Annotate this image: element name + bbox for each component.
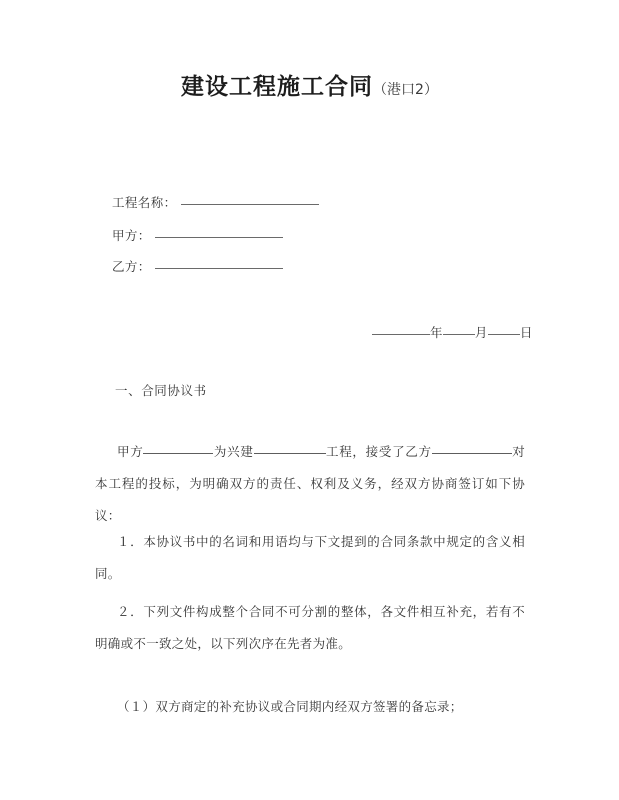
paragraph-intro-blank-project[interactable] bbox=[254, 442, 326, 454]
field-project-name bbox=[112, 192, 319, 211]
paragraph-intro-seg4: 对本工程的投标，为明确双方的责任、权利及义务，经双方协商签订如下协议： bbox=[95, 444, 525, 523]
field-party-b-label: 乙方： bbox=[112, 259, 151, 274]
field-project-name-blank[interactable] bbox=[181, 192, 319, 205]
section-heading-contract-agreement: 一、合同协议书 bbox=[115, 383, 207, 398]
paragraph-clause-1 bbox=[95, 526, 525, 590]
date-day-unit: 日 bbox=[519, 325, 533, 340]
date-year-blank[interactable] bbox=[372, 322, 430, 335]
field-party-b-blank[interactable] bbox=[155, 256, 283, 269]
field-project-name-label: 工程名称： bbox=[112, 195, 177, 210]
field-party-a-blank[interactable] bbox=[155, 225, 283, 238]
paragraph-intro-seg3: 工程，接受了乙方 bbox=[325, 444, 432, 459]
field-party-a bbox=[112, 225, 283, 244]
date-month-blank[interactable] bbox=[443, 322, 475, 335]
field-party-b bbox=[112, 256, 283, 275]
field-party-a-label: 甲方： bbox=[112, 228, 151, 243]
page-title bbox=[0, 68, 619, 101]
paragraph-clause-1-text: １．本协议书中的名词和用语均与下文提到的合同条款中规定的含义相同。 bbox=[95, 534, 525, 581]
signature-date-line bbox=[372, 322, 533, 341]
paragraph-intro-seg1: 甲方 bbox=[117, 444, 144, 459]
page-title-main: 建设工程施工合同 bbox=[181, 74, 374, 100]
paragraph-clause-2-item-1-text: （１）双方商定的补充协议或合同期内经双方签署的备忘录； bbox=[117, 699, 463, 714]
paragraph-clause-2-item-1 bbox=[95, 691, 525, 723]
paragraph-intro-blank-party-b[interactable] bbox=[432, 442, 512, 454]
paragraph-intro bbox=[95, 436, 525, 532]
paragraph-intro-seg2: 为兴建 bbox=[213, 444, 254, 459]
paragraph-clause-2-text: ２．下列文件构成整个合同不可分割的整体，各文件相互补充，若有不明确或不一致之处，以下列次序在先者为准。 bbox=[95, 604, 525, 651]
date-day-blank[interactable] bbox=[488, 322, 520, 335]
paragraph-intro-blank-party-a[interactable] bbox=[143, 442, 213, 454]
date-month-unit: 月 bbox=[474, 325, 488, 340]
paragraph-clause-2 bbox=[95, 596, 525, 660]
date-year-unit: 年 bbox=[430, 325, 443, 340]
page-title-sub: （港口2） bbox=[373, 82, 438, 98]
